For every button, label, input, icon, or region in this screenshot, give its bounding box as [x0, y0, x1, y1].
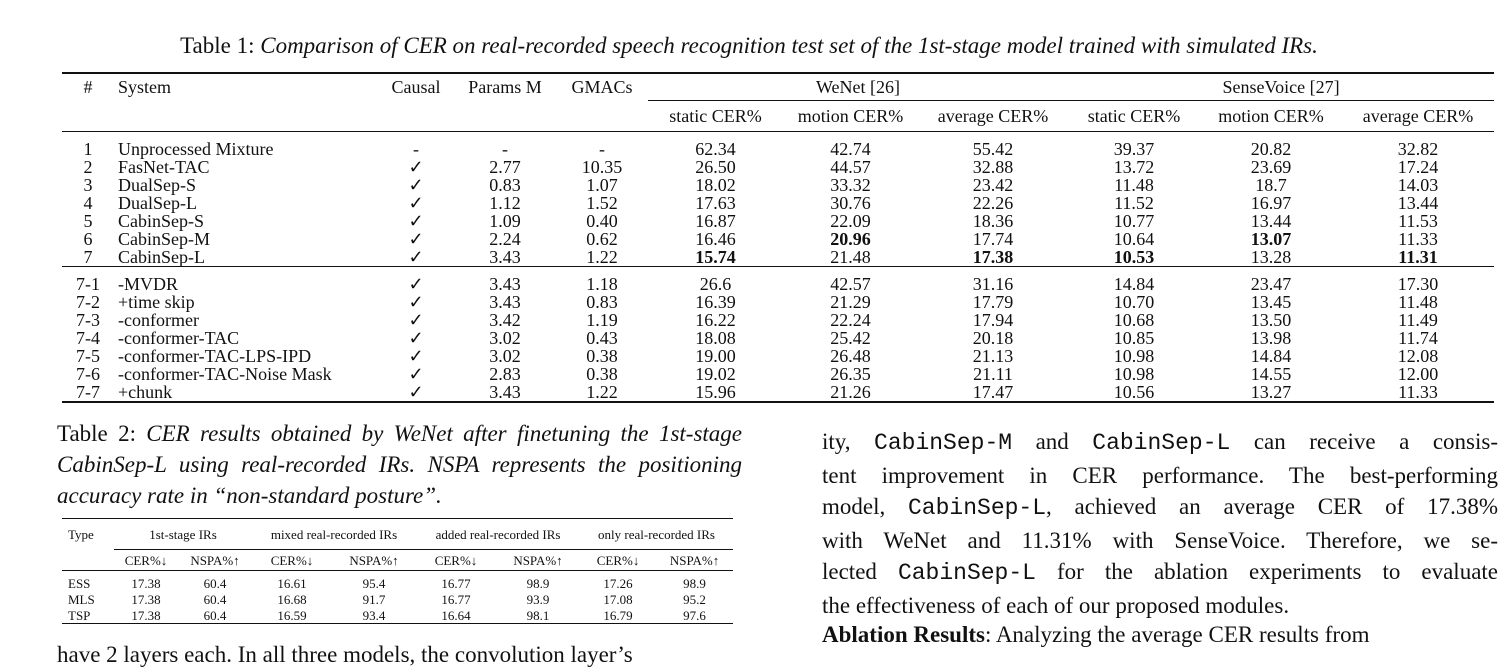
table-cell-params: - — [502, 139, 508, 159]
table-cell-w-static: 62.34 — [695, 139, 736, 159]
t2-header-1st-stage: 1st-stage IRs — [114, 519, 252, 550]
table-cell-c2: 16.59 — [252, 607, 332, 624]
table-cell-s-motion: 16.97 — [1250, 193, 1292, 213]
table-cell-w-motion: 21.26 — [783, 383, 918, 402]
table-cell-id: 5 — [83, 211, 93, 231]
table-cell-n3: 98.1 — [496, 607, 580, 624]
table2-caption — [57, 418, 742, 511]
table-cell-w-motion: 26.48 — [830, 346, 871, 366]
table-cell-causal: ✓ — [408, 364, 424, 384]
table-cell-w-avg: 55.42 — [972, 139, 1014, 159]
table-cell-id: 7-7 — [62, 383, 114, 402]
table2-caption-text: CER results obtained by WeNet after finetuning the 1st-stage CabinSep-L using real-recorded IRs. NSPA represents the positioning accuracy rate in “non-standard posture”. — [57, 421, 742, 508]
table-cell-s-static: 10.56 — [1068, 383, 1200, 402]
body-text: lected — [822, 559, 898, 584]
t2-header-nspa: NSPA%↑ — [656, 550, 733, 571]
table-cell-s-avg: 12.00 — [1397, 364, 1439, 384]
table-row — [62, 311, 1494, 329]
table-cell-w-motion: 21.29 — [830, 292, 871, 312]
table-cell-s-avg: 17.24 — [1397, 157, 1439, 177]
table-cell-w-avg: 21.11 — [973, 364, 1013, 384]
table-cell-w-motion: 26.35 — [830, 364, 871, 384]
header-wenet-static: static CER% — [648, 101, 783, 132]
table-cell-type: TSP — [62, 607, 114, 624]
table-row — [62, 176, 1494, 194]
ablation-text: : Analyzing the average CER results from — [984, 622, 1370, 647]
table-cell-id: 7-2 — [76, 292, 100, 312]
table-row — [62, 571, 733, 592]
table-cell-s-static: 10.98 — [1113, 364, 1155, 384]
table-cell-params: 2.83 — [489, 364, 521, 384]
table-cell-type: ESS — [68, 575, 91, 591]
table-cell-w-static: 16.22 — [695, 310, 736, 330]
table-cell-w-avg: 17.94 — [972, 310, 1014, 330]
ablation-heading: Ablation Results — [822, 622, 985, 647]
body-line-3 — [822, 491, 1498, 525]
table-cell-id: 7-5 — [76, 346, 100, 366]
header-sv-motion: motion CER% — [1200, 101, 1342, 132]
t2-header-cer: CER%↓ — [252, 550, 332, 571]
table1 — [62, 72, 1494, 403]
table-cell-w-motion: 21.48 — [830, 247, 871, 267]
table-row — [62, 132, 1494, 159]
table-cell-s-motion — [1200, 230, 1342, 248]
t2-header-type: Type — [62, 519, 114, 550]
table-cell-s-avg: 13.44 — [1397, 193, 1439, 213]
table-cell-w-static: 16.87 — [695, 211, 736, 231]
table-cell-s-static: 10.98 — [1113, 346, 1155, 366]
table-cell-params: 1.09 — [489, 211, 521, 231]
table-cell-w-motion: 22.09 — [830, 211, 871, 231]
table-cell-causal: - — [413, 139, 419, 159]
ablation-results-paragraph — [822, 622, 1498, 648]
table-cell-gmacs: 1.07 — [586, 175, 618, 195]
header-params: Params M — [454, 73, 556, 101]
table1-caption — [0, 33, 1498, 59]
table-cell-n2: 95.4 — [362, 575, 386, 591]
table-row — [62, 194, 1494, 212]
table-cell-s-avg: 11.53 — [1398, 211, 1438, 231]
table-cell-gmacs: 1.18 — [556, 267, 648, 294]
header-wenet-motion: motion CER% — [783, 101, 918, 132]
table-cell-w-motion: 42.57 — [783, 267, 918, 294]
table-cell-n3: 98.9 — [526, 575, 550, 591]
t2-header-nspa: NSPA%↑ — [496, 550, 580, 571]
t2-header-cer: CER%↓ — [114, 550, 178, 571]
table-cell-w-avg: 17.47 — [918, 383, 1068, 402]
table-cell-system: CabinSep-L — [118, 247, 205, 267]
header-causal: Causal — [378, 73, 454, 101]
body-text: model, — [822, 494, 908, 519]
table-row — [62, 267, 1494, 294]
table-cell-w-static: 26.50 — [695, 157, 736, 177]
body-text: , achieved an average CER of 17.38% — [1046, 494, 1498, 519]
table-cell-s-static: 13.72 — [1113, 157, 1155, 177]
table-cell-system: +time skip — [118, 292, 195, 312]
table-cell-n3: 93.9 — [526, 591, 550, 607]
header-gmacs: GMACs — [556, 73, 648, 101]
table-row — [62, 212, 1494, 230]
table-cell-s-motion: 18.7 — [1255, 175, 1287, 195]
header-wenet-average: average CER% — [918, 101, 1068, 132]
t2-header-nspa: NSPA%↑ — [178, 550, 252, 571]
table-cell-id: 7-4 — [76, 328, 100, 348]
table-cell-c2: 16.61 — [277, 575, 307, 591]
t2-header-mixed: mixed real-recorded IRs — [252, 519, 416, 550]
table-cell-gmacs: 0.38 — [586, 346, 618, 366]
table-cell-params: 2.77 — [489, 157, 521, 177]
table-cell-s-static: 10.68 — [1113, 310, 1155, 330]
table-cell-system: -MVDR — [114, 267, 378, 294]
table-cell-system: -conformer — [118, 310, 199, 330]
table-cell-w-motion: 42.74 — [830, 139, 871, 159]
table-cell-w-static: 19.00 — [695, 346, 736, 366]
table-cell-c3: 16.64 — [416, 607, 496, 624]
table-cell-n2: 93.4 — [332, 607, 416, 624]
table-cell-params: 1.12 — [489, 193, 521, 213]
table-cell-gmacs: 0.83 — [586, 292, 618, 312]
table-cell-causal: ✓ — [408, 328, 424, 348]
table-cell-s-static: 10.77 — [1113, 211, 1155, 231]
table-cell-params: 3.02 — [489, 328, 521, 348]
table-cell-gmacs: 0.40 — [586, 211, 618, 231]
table-cell-causal: ✓ — [408, 229, 424, 249]
table-cell-gmacs: 1.22 — [586, 247, 618, 267]
table-cell-s-avg — [1342, 248, 1494, 267]
table-cell-c1: 17.38 — [131, 591, 161, 607]
table-cell-causal: ✓ — [378, 267, 454, 294]
table-cell-s-avg: 11.33 — [1342, 383, 1494, 402]
t2-header-added: added real-recorded IRs — [416, 519, 580, 550]
table-cell-id: 7-1 — [62, 267, 114, 294]
body-line-4: with WeNet and 11.31% with SenseVoice. Therefore, we se- — [822, 527, 1498, 553]
table-cell-w-motion: 25.42 — [830, 328, 871, 348]
table-cell-causal: ✓ — [408, 247, 424, 267]
table1-header-row — [62, 73, 1494, 101]
table-cell-c3: 16.77 — [441, 591, 471, 607]
table-cell-causal: ✓ — [408, 310, 424, 330]
table-cell-w-static: 16.39 — [695, 292, 736, 312]
table-cell-s-static: 10.70 — [1113, 292, 1155, 312]
table-cell-w-avg: 17.74 — [972, 229, 1014, 249]
table1-subheader-row — [62, 101, 1494, 132]
best-value: 17.38 — [972, 247, 1014, 267]
body-text-right — [822, 426, 1498, 621]
table-cell-id: 7-6 — [76, 364, 100, 384]
body-text: ity, — [822, 429, 875, 454]
table-cell-s-avg: 12.08 — [1397, 346, 1439, 366]
table-cell-s-static: 11.52 — [1114, 193, 1154, 213]
table-cell-params: 3.43 — [489, 247, 521, 267]
table-cell-w-avg: 21.13 — [972, 346, 1014, 366]
table-cell-s-motion: 20.82 — [1250, 139, 1292, 159]
table-cell-id: 3 — [83, 175, 93, 195]
table-cell-s-static: 39.37 — [1113, 139, 1155, 159]
table-cell-system: CabinSep-M — [118, 229, 210, 249]
table-cell-c4: 17.08 — [603, 591, 633, 607]
best-value: 11.31 — [1398, 247, 1438, 267]
table-cell-params: 3.43 — [454, 383, 556, 402]
table-cell-gmacs: 1.52 — [586, 193, 618, 213]
table-cell-w-motion: 44.57 — [830, 157, 871, 177]
table-cell-system: Unprocessed Mixture — [118, 139, 274, 159]
table-cell-n4: 98.9 — [683, 575, 706, 591]
table-row — [62, 383, 1494, 402]
table-cell-causal: ✓ — [408, 193, 424, 213]
body-line-6: the effectiveness of each of our proposed modules. — [822, 592, 1290, 618]
table-cell-gmacs: 1.19 — [586, 310, 618, 330]
table-cell-params: 3.43 — [454, 267, 556, 294]
table-cell-c4: 16.79 — [580, 607, 656, 624]
table-cell-s-static: 10.64 — [1113, 229, 1155, 249]
table-cell-gmacs: 0.62 — [586, 229, 618, 249]
body-text: for the ablation experiments to evaluate — [1035, 559, 1498, 584]
t2-header-nspa: NSPA%↑ — [332, 550, 416, 571]
header-sv-static: static CER% — [1068, 101, 1200, 132]
table-cell-w-avg — [918, 248, 1068, 267]
table-cell-causal: ✓ — [408, 211, 424, 231]
table-row — [62, 158, 1494, 176]
table-cell-s-motion: 23.47 — [1200, 267, 1342, 294]
header-num: # — [62, 73, 114, 101]
table-cell-causal: ✓ — [378, 383, 454, 402]
table-cell-params: 3.43 — [489, 292, 521, 312]
table-cell-s-motion: 14.84 — [1250, 346, 1292, 366]
table-cell-id: 2 — [83, 157, 93, 177]
table-cell-w-motion — [783, 230, 918, 248]
table-cell-s-motion: 14.55 — [1250, 364, 1292, 384]
table-cell-s-avg: 11.74 — [1398, 328, 1438, 348]
table-cell-s-avg: 11.33 — [1398, 229, 1438, 249]
body-line-2: tent improvement in CER performance. The best-performing — [822, 462, 1498, 488]
table-cell-w-avg: 32.88 — [972, 157, 1014, 177]
table-cell-s-motion: 13.98 — [1250, 328, 1292, 348]
table-cell-s-motion: 23.69 — [1250, 157, 1292, 177]
table-cell-s-static: 10.85 — [1113, 328, 1155, 348]
table1-caption-text: Comparison of CER on real-recorded speech recognition test set of the 1st-stage model trained with simulated IRs. — [260, 33, 1318, 58]
table-cell-n1: 60.4 — [178, 607, 252, 624]
body-text-left-partial: have 2 layers each. In all three models, the convolution layer’s — [57, 642, 633, 667]
table-cell-s-avg: 14.03 — [1397, 175, 1439, 195]
body-text: and — [1012, 429, 1093, 454]
table-cell-params: 0.83 — [489, 175, 521, 195]
table-cell-system: -conformer-TAC-Noise Mask — [118, 364, 332, 384]
table-cell-gmacs: 10.35 — [581, 157, 623, 177]
table-row — [62, 365, 1494, 383]
table-cell-w-static: 18.02 — [695, 175, 736, 195]
t2-header-cer: CER%↓ — [416, 550, 496, 571]
table-cell-n4: 97.6 — [656, 607, 733, 624]
table-cell-params: 3.02 — [489, 346, 521, 366]
table1-caption-label: Table 1: — [180, 33, 261, 58]
table-cell-w-static: 26.6 — [648, 267, 783, 294]
table-cell-s-static: 14.84 — [1068, 267, 1200, 294]
table-cell-type: MLS — [68, 591, 95, 607]
table-cell-s-static: 11.48 — [1114, 175, 1154, 195]
best-value: 15.74 — [695, 247, 736, 267]
table-cell-c4: 17.26 — [603, 575, 633, 591]
header-sensevoice: SenseVoice [27] — [1068, 73, 1494, 101]
table2-header-row — [62, 519, 733, 550]
t2-header-only: only real-recorded IRs — [580, 519, 733, 550]
table-cell-w-motion: 22.24 — [830, 310, 871, 330]
table-cell-c1: 17.38 — [131, 575, 161, 591]
table-cell-w-avg: 31.16 — [918, 267, 1068, 294]
table-row — [62, 293, 1494, 311]
table-cell-gmacs: 0.43 — [586, 328, 618, 348]
table-row — [62, 230, 1494, 248]
table-cell-s-static — [1068, 248, 1200, 267]
table-cell-system: -conformer-TAC-LPS-IPD — [118, 346, 312, 366]
best-value: 20.96 — [830, 229, 871, 249]
model-name-cabinsep-m: CabinSep-M — [874, 430, 1013, 456]
table-cell-w-motion: 33.32 — [830, 175, 871, 195]
table-cell-s-motion: 13.50 — [1250, 310, 1292, 330]
table-cell-id: 4 — [83, 193, 93, 213]
table-cell-n2: 91.7 — [362, 591, 386, 607]
table-cell-id: 7 — [83, 247, 93, 267]
table-cell-causal: ✓ — [408, 157, 424, 177]
table2 — [62, 518, 733, 624]
table-cell-s-avg: 11.49 — [1398, 310, 1438, 330]
table-cell-id: 7-3 — [76, 310, 100, 330]
table-cell-n1: 60.4 — [203, 575, 227, 591]
table-cell-system: DualSep-L — [118, 193, 197, 213]
header-wenet: WeNet [26] — [648, 73, 1068, 101]
table-row — [62, 329, 1494, 347]
table-cell-system: -conformer-TAC — [118, 328, 240, 348]
table-cell-c1: 17.38 — [114, 607, 178, 624]
table-cell-system: FasNet-TAC — [118, 157, 210, 177]
table1-group-main — [62, 132, 1494, 267]
model-name-cabinsep-l: CabinSep-L — [897, 560, 1036, 586]
table2-subheader-row — [62, 550, 733, 571]
table-cell-causal: ✓ — [408, 292, 424, 312]
table-row — [62, 591, 733, 607]
table-cell-w-avg: 18.36 — [972, 211, 1014, 231]
table-cell-system: DualSep-S — [118, 175, 196, 195]
table-row — [62, 607, 733, 624]
table-cell-w-avg: 22.26 — [972, 193, 1014, 213]
table-cell-w-avg: 23.42 — [972, 175, 1014, 195]
table-cell-w-avg: 20.18 — [972, 328, 1014, 348]
table-cell-w-static: 17.63 — [695, 193, 736, 213]
table1-group-ablation — [62, 267, 1494, 403]
best-value: 10.53 — [1113, 247, 1155, 267]
model-name-cabinsep-l: CabinSep-L — [908, 495, 1047, 521]
table-cell-w-motion: 30.76 — [830, 193, 871, 213]
table-cell-system: +chunk — [114, 383, 378, 402]
table-cell-s-avg: 11.48 — [1398, 292, 1438, 312]
table-cell-n1: 60.4 — [203, 591, 227, 607]
table-cell-params: 2.24 — [489, 229, 521, 249]
table-cell-w-static — [648, 248, 783, 267]
table-cell-gmacs: 0.38 — [586, 364, 618, 384]
body-line-5 — [822, 556, 1498, 590]
table-cell-n4: 95.2 — [683, 591, 706, 607]
table-cell-id: 6 — [83, 229, 93, 249]
table-cell-w-static: 19.02 — [695, 364, 736, 384]
table-cell-s-avg: 32.82 — [1397, 139, 1439, 159]
header-sv-average: average CER% — [1342, 101, 1494, 132]
table2-caption-label: Table 2: — [57, 421, 147, 446]
table2-body — [62, 571, 733, 624]
table-cell-gmacs: 1.22 — [556, 383, 648, 402]
table-row — [62, 347, 1494, 365]
table-cell-params: 3.42 — [489, 310, 521, 330]
table-cell-w-static: 15.96 — [648, 383, 783, 402]
table-cell-s-motion: 13.27 — [1200, 383, 1342, 402]
header-system: System — [114, 73, 378, 101]
table-cell-id: 1 — [83, 139, 93, 159]
table-cell-c2: 16.68 — [277, 591, 307, 607]
table-cell-w-static: 16.46 — [695, 229, 736, 249]
table-cell-causal: ✓ — [408, 346, 424, 366]
model-name-cabinsep-l: CabinSep-L — [1092, 430, 1231, 456]
body-text: can receive a consis- — [1230, 429, 1498, 454]
table-cell-s-motion: 13.28 — [1250, 247, 1292, 267]
table-cell-w-static: 18.08 — [695, 328, 736, 348]
table-cell-s-motion: 13.44 — [1250, 211, 1292, 231]
table-cell-w-avg: 17.79 — [972, 292, 1014, 312]
body-line-1 — [822, 426, 1498, 460]
table-cell-c3: 16.77 — [441, 575, 471, 591]
table-cell-causal: ✓ — [408, 175, 424, 195]
table-cell-system: CabinSep-S — [118, 211, 205, 231]
table-cell-s-motion: 13.45 — [1250, 292, 1292, 312]
table-cell-gmacs: - — [599, 139, 605, 159]
best-value: 13.07 — [1250, 229, 1292, 249]
table-row — [62, 248, 1494, 267]
t2-header-cer: CER%↓ — [580, 550, 656, 571]
table-cell-s-avg: 17.30 — [1342, 267, 1494, 294]
